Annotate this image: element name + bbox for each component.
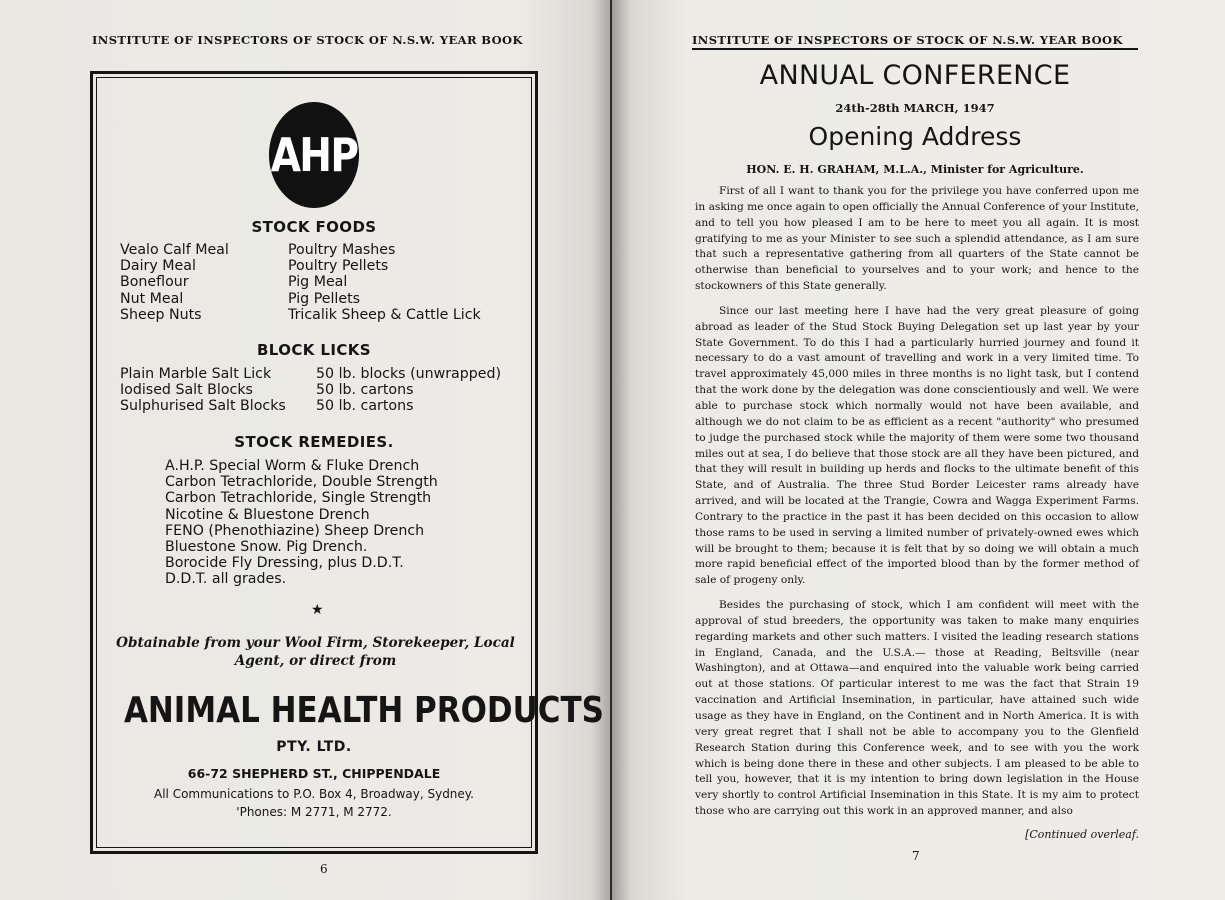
running-head: INSTITUTE OF INSPECTORS OF STOCK OF N.S.W. YEAR BOOK	[692, 33, 1138, 50]
list-item: Poultry Pellets	[288, 258, 389, 275]
phones-line: 'Phones: M 2771, M 2772.	[236, 805, 392, 819]
lick-name: Plain Marble Salt Lick	[120, 366, 272, 382]
left-page	[0, 0, 610, 900]
page-number: 7	[912, 849, 920, 863]
obtainable-note: Obtainable from your Wool Firm, Storekeeper, Local Agent, or direct from	[116, 635, 515, 669]
list-item: Carbon Tetrachloride, Single Strength	[165, 490, 432, 507]
list-item: Pig Pellets	[288, 290, 361, 307]
stock-foods-heading: STOCK FOODS	[251, 218, 377, 236]
lick-pack: 50 lb. blocks (unwrapped)	[316, 366, 502, 382]
list-item: Boneflour	[120, 274, 189, 291]
article-subtitle: Opening Address	[808, 122, 1022, 151]
paragraph: Besides the purchasing of stock, which I am confident will meet with the approval of stud breeders, the opportunity was taken to make many enquiries regarding markets and other such matters. I visited the leading research stations in England, Canada, and the U.S.A.— those at Reading, Beltsville (near Washington), and at Ottawa—and enquired into the valuable work being carried out at those stations. Of particular interest to me was the fact that Strain 19 vaccination and Artificial Insemination, in particular, have attained such wide usage as they have in England, on the Continent and in North America. It is with very great regret that I shall not be able to accompany you to the Glenfield Research Station during this Conference week, and to see with you the work which is being done there in these and other subjects. I am pleased to be able to tell you, however, that it is my intention to bring down legislation in the House very shortly to control Artificial Insemination in this State. It is my aim to protect those who are carrying out this work in an approved manner, and also	[695, 599, 1139, 818]
stock-foods-col1	[120, 242, 229, 323]
company-name: ANIMAL HEALTH PRODUCTS	[123, 690, 604, 731]
list-item: Nicotine & Bluestone Drench	[165, 506, 370, 523]
list-item: Pig Meal	[288, 274, 348, 291]
ahp-logo: AHP	[269, 102, 359, 208]
paragraph: First of all I want to thank you for the privilege you have conferred upon me in asking me once again to open officially the Annual Conference of your Institute, and to tell you how pleased I am to be here to meet you all again. It is most gratifying to me as your Minister to see such a splendid attendance, as I am sure that such a representative gathering from all quarters of the State cannot be otherwise than beneficial to yourselves and to your work; and hence to the stockowners of this State generally.	[695, 185, 1139, 293]
continued-note: [Continued overleaf.	[1025, 828, 1139, 841]
advertisement	[90, 71, 604, 854]
star-ornament: ★	[311, 602, 324, 618]
paragraph: Since our last meeting here I have had the very great pleasure of going abroad as leader of the Stud Stock Buying Delegation set up last year by your State Government. To do this I had a particularly hurried journey and found it necessary to do a vast amount of travelling and work in a very limited time. To travel approximately 45,000 miles in three months is no light task, but I contend that the work done by the delegation was done conscientiously and well. We were able to purchase stock which normally would not have been available, and although we do not claim to be as efficient as a recent "authority" who presumed to judge the purchased stock while the majority of them were some two thousand miles out at sea, I do believe that those stock are all they have been pictured, and that they will result in building up herds and flocks to the ultimate benefit of this State, and of Australia. The three Stud Border Leicester rams already have arrived, and will be located at the Trangie, Cowra and Wagga Experiment Farms. Contrary to the practice in the past it has been decided on this occasion to allow those rams to be used in serving a limited number of privately-owned ewes which will be brought to them; because it is felt that by so doing we will obtain a much more rapid beneficial effect of the imported blood than by the former method of sale of progeny only.	[695, 304, 1139, 587]
table-row	[120, 366, 501, 382]
list-item: Tricalik Sheep & Cattle Lick	[288, 306, 481, 323]
lick-pack: 50 lb. cartons	[316, 382, 414, 399]
communications-line: All Communications to P.O. Box 4, Broadway, Sydney.	[154, 787, 474, 801]
lick-name: Sulphurised Salt Blocks	[120, 398, 286, 415]
running-head: INSTITUTE OF INSPECTORS OF STOCK OF N.S.W. YEAR BOOK	[92, 33, 523, 47]
company-suffix: PTY. LTD.	[276, 739, 352, 755]
list-item: Bluestone Snow. Pig Drench.	[165, 539, 368, 556]
list-item: FENO (Phenothiazine) Sheep Drench	[165, 522, 425, 539]
article-title: ANNUAL CONFERENCE	[759, 60, 1071, 91]
table-row	[120, 398, 501, 414]
list-item: Carbon Tetrachloride, Double Strength	[165, 474, 438, 491]
company-address: 66-72 SHEPHERD ST., CHIPPENDALE	[187, 766, 441, 781]
article-date: 24th-28th MARCH, 1947	[835, 101, 995, 115]
list-item: Sheep Nuts	[120, 306, 202, 323]
article-byline: HON. E. H. GRAHAM, M.L.A., Minister for Agriculture.	[746, 163, 1084, 176]
lick-pack: 50 lb. cartons	[316, 398, 414, 415]
right-page	[612, 0, 1225, 900]
stock-remedies-heading: STOCK REMEDIES.	[234, 433, 394, 451]
article-body	[695, 184, 1139, 829]
list-item: Vealo Calf Meal	[120, 242, 229, 258]
stock-remedies-list	[165, 458, 438, 588]
page-number: 6	[320, 862, 328, 876]
list-item: Poultry Mashes	[288, 242, 396, 258]
list-item: Borocide Fly Dressing, plus D.D.T.	[165, 555, 404, 572]
list-item: D.D.T. all grades.	[165, 571, 287, 588]
stock-foods-col2	[288, 242, 481, 323]
block-licks-heading: BLOCK LICKS	[256, 341, 372, 359]
block-licks-table	[120, 366, 501, 415]
list-item: Dairy Meal	[120, 258, 196, 275]
table-row	[120, 382, 501, 398]
list-item: A.H.P. Special Worm & Fluke Drench	[165, 458, 420, 474]
lick-name: Iodised Salt Blocks	[120, 382, 253, 399]
list-item: Nut Meal	[120, 290, 184, 307]
